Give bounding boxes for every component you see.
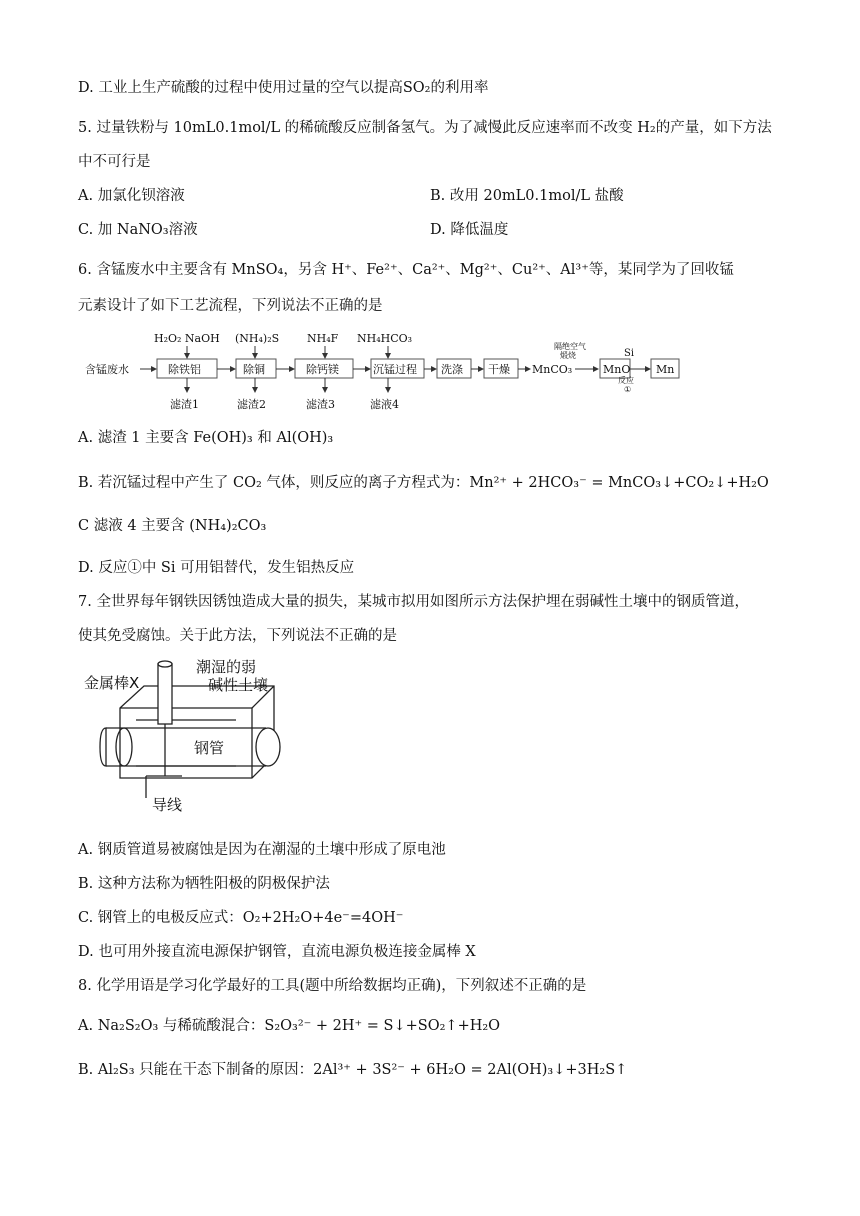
q6-option-b: B. 若沉锰过程中产生了 CO₂ 气体，则反应的离子方程式为：Mn²⁺ + 2HCO₃⁻ = MnCO₃↓+CO₂↓+H₂O [78,475,769,491]
step-1-label: 除铁铝 [168,363,201,376]
process-flowchart [80,328,700,418]
calcination-label-top: 隔绝空气 [554,342,586,351]
wash-label: 洗涤 [441,363,463,376]
reaction-label: 反应 [618,376,634,385]
cathodic-protection-diagram [84,658,296,818]
step-3-label: 除钙镁 [306,363,339,376]
q7-option-d: D. 也可用外接直流电源保护钢管，直流电源负极连接金属棒 X [78,944,476,960]
reagent-4: NH₄HCO₃ [357,332,413,345]
q5-option-b: B. 改用 20mL0.1mol/L 盐酸 [430,188,624,204]
q6-option-c: C 滤液 4 主要含 (NH₄)₂CO₃ [78,518,267,534]
calcination-label-bottom: 煅烧 [560,351,576,360]
reagent-2: (NH₄)₂S [235,332,280,345]
q7-option-b: B. 这种方法称为牺牲阳极的阴极保护法 [78,876,330,892]
dry-label: 干燥 [488,363,510,376]
option-d-q4: D. 工业上生产硫酸的过程中使用过量的空气以提高SO₂的利用率 [78,80,489,96]
step-4-label: 沉锰过程 [373,363,417,376]
waste-3: 滤渣3 [306,398,335,411]
soil-label-1: 潮湿的弱 [196,658,257,676]
si-label: Si [624,348,635,359]
reagent-3: NH₄F [307,332,339,345]
q6-option-a: A. 滤渣 1 主要含 Fe(OH)₃ 和 Al(OH)₃ [78,430,334,446]
q8-option-b: B. Al₂S₃ 只能在干态下制备的原因：2Al³⁺ + 3S²⁻ + 6H₂O = 2Al(OH)₃↓+3H₂S↑ [78,1062,628,1078]
question-6-line2: 元素设计了如下工艺流程，下列说法不正确的是 [78,298,383,314]
waste-2: 滤渣2 [237,398,266,411]
q5-option-a: A. 加氯化钡溶液 [78,188,185,204]
q8-option-a: A. Na₂S₂O₃ 与稀硫酸混合：S₂O₃²⁻ + 2H⁺ = S↓+SO₂↑+H₂O [78,1018,501,1034]
mnco3-label: MnCO₃ [532,363,573,376]
waste-1: 滤渣1 [170,398,199,411]
question-5-line1: 5. 过量铁粉与 10mL0.1mol/L 的稀硫酸反应制备氢气。为了减慢此反应速率而不改变 H₂的产量，如下方法 [78,120,772,136]
flow-start: 含锰废水 [85,363,129,376]
reagent-1: H₂O₂ NaOH [154,332,220,345]
mno-label: MnO [603,363,631,376]
pipe-label: 钢管 [194,739,225,757]
q7-option-c: C. 钢管上的电极反应式：O₂+2H₂O+4e⁻=4OH⁻ [78,910,404,926]
waste-4: 滤液4 [370,398,399,411]
rod-label: 金属棒X [84,674,140,692]
question-8-line1: 8. 化学用语是学习化学最好的工具(题中所给数据均正确)，下列叙述不正确的是 [78,978,587,994]
question-5-line2: 中不可行是 [78,154,151,170]
mn-label: Mn [656,363,675,376]
step-2-label: 除铜 [243,363,265,376]
q5-option-c: C. 加 NaNO₃溶液 [78,222,198,238]
question-6-line1: 6. 含锰废水中主要含有 MnSO₄，另含 H⁺、Fe²⁺、Ca²⁺、Mg²⁺、Cu²⁺、Al³⁺等，某同学为了回收锰 [78,262,734,278]
q5-option-d: D. 降低温度 [430,222,509,238]
soil-label-2: 碱性土壤 [208,676,269,694]
q6-option-d: D. 反应①中 Si 可用铝替代，发生铝热反应 [78,560,355,576]
question-7-line1: 7. 全世界每年钢铁因锈蚀造成大量的损失，某城市拟用如图所示方法保护埋在弱碱性土壤中的钢质管道， [78,594,749,610]
wire-label: 导线 [152,796,183,814]
q7-option-a: A. 钢质管道易被腐蚀是因为在潮湿的土壤中形成了原电池 [78,842,446,858]
question-7-line2: 使其免受腐蚀。关于此方法，下列说法不正确的是 [78,628,397,644]
reaction-number: ① [624,385,632,394]
